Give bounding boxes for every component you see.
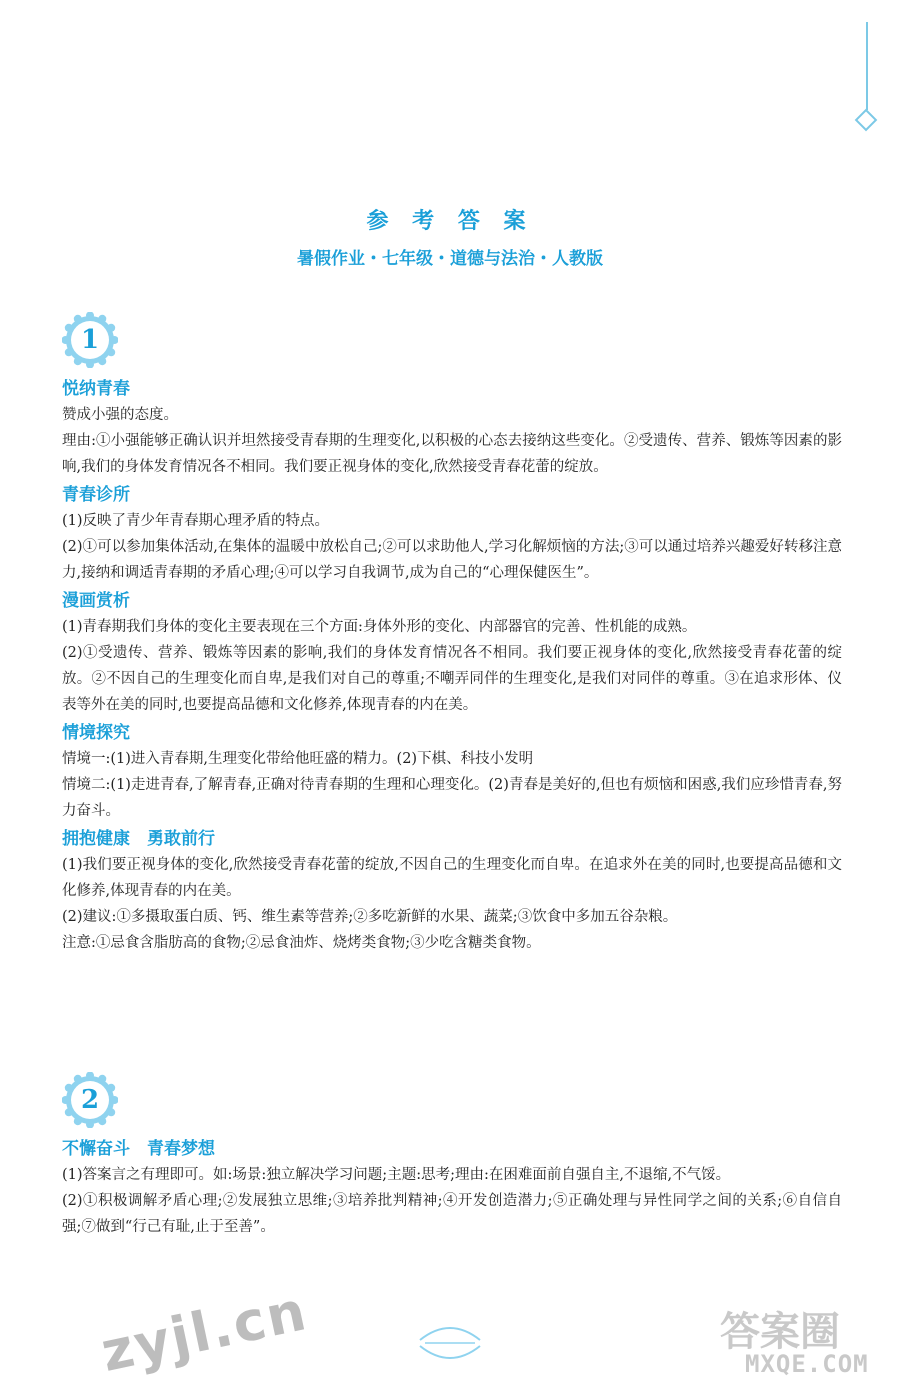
answer-paragraph: 理由:①小强能够正确认识并坦然接受青春期的生理变化,以积极的心态去接纳这些变化。②受遗传、营养、锻炼等因素的影响,我们的身体发育情况各不相同。我们要正视身体的变化,欣然接受青春花蕾的绽放。 [62,433,842,475]
answer-paragraph: (1)青春期我们身体的变化主要表现在三个方面:身体外形的变化、内部器官的完善、性机能的成熟。 [62,619,697,635]
answer-paragraph: 赞成小强的态度。 [62,407,178,423]
section-heading: 青春诊所 [62,485,130,505]
section-heading: 拥抱健康 勇敢前行 [62,829,215,849]
page-title: 参 考 答 案 [366,209,534,234]
answer-paragraph: (1)反映了青少年青春期心理矛盾的特点。 [62,513,330,529]
answer-paragraph: (2)①受遗传、营养、锻炼等因素的影响,我们的身体发育情况各不相同。我们要正视身体的变化,欣然接受青春花蕾的绽放。②不因自己的生理变化而自卑,是我们对自己的尊重;不嘲弄同伴的生理变化,是我们对同伴的尊重。③在追求形体、仪表等外在美的同时,也要提高品德和文化修养,体现青春的内在美。 [62,645,842,713]
unit-number: 2 [80,1085,100,1115]
answer-paragraph: (1)我们要正视身体的变化,欣然接受青春花蕾的绽放,不因自己的生理变化而自卑。在追求外在美的同时,也要提高品德和文化修养,体现青春的内在美。 [62,857,842,899]
answer-paragraph: 情境一:(1)进入青春期,生理变化带给他旺盛的精力。(2)下棋、科技小发明 [62,751,534,767]
answer-paragraph: (2)建议:①多摄取蛋白质、钙、维生素等营养;②多吃新鲜的水果、蔬菜;③饮食中多加五谷杂粮。 [62,909,678,925]
section-heading: 不懈奋斗 青春梦想 [62,1139,215,1159]
answer-paragraph: 注意:①忌食含脂肪高的食物;②忌食油炸、烧烤类食物;③少吃含糖类食物。 [62,935,541,951]
diamond-icon [855,109,878,132]
unit-badge-2 [62,1072,118,1128]
section-block [62,376,842,480]
unit-1-content [62,374,842,956]
unit-2-content [62,1134,842,1240]
section-block [62,720,842,824]
answer-paragraph: (2)①可以参加集体活动,在集体的温暖中放松自己;②可以求助他人,学习化解烦恼的方法;③可以通过培养兴趣爱好转移注意力,接纳和调适青春期的矛盾心理;④可以学习自我调节,成为自己的“心理保健医生”。 [62,539,842,581]
section-heading: 悦纳青春 [62,379,130,399]
unit-number: 1 [80,325,100,355]
section-block [62,482,842,586]
section-block [62,588,842,718]
answer-paragraph: (1)答案言之有理即可。如:场景:独立解决学习问题;主题:思考;理由:在困难面前自强自主,不退缩,不气馁。 [62,1167,731,1183]
section-heading: 漫画赏析 [62,591,130,611]
section-heading: 情境探究 [62,723,130,743]
unit-badge-1 [62,312,118,368]
watermark-left: zyjl.cn [95,1279,313,1384]
watermark-right-url: MXQE.COM [745,1350,869,1378]
section-block [62,1136,842,1240]
watermark-right-logo: 答案圈 [720,1309,840,1355]
section-block [62,826,842,956]
page-subtitle: 暑假作业・七年级・道德与法治・人教版 [297,249,603,269]
answer-paragraph: (2)①积极调解矛盾心理;②发展独立思维;③培养批判精神;④开发创造潜力;⑤正确处理与异性同学之间的关系;⑥自信自强;⑦做到“行己有耻,止于至善”。 [62,1193,842,1235]
corner-decoration-line [866,22,868,110]
answer-paragraph: 情境二:(1)走进青春,了解青春,正确对待青春期的生理和心理变化。(2)青春是美好的,但也有烦恼和困惑,我们应珍惜青春,努力奋斗。 [62,777,842,819]
page-footer-ornament-icon [415,1318,485,1368]
